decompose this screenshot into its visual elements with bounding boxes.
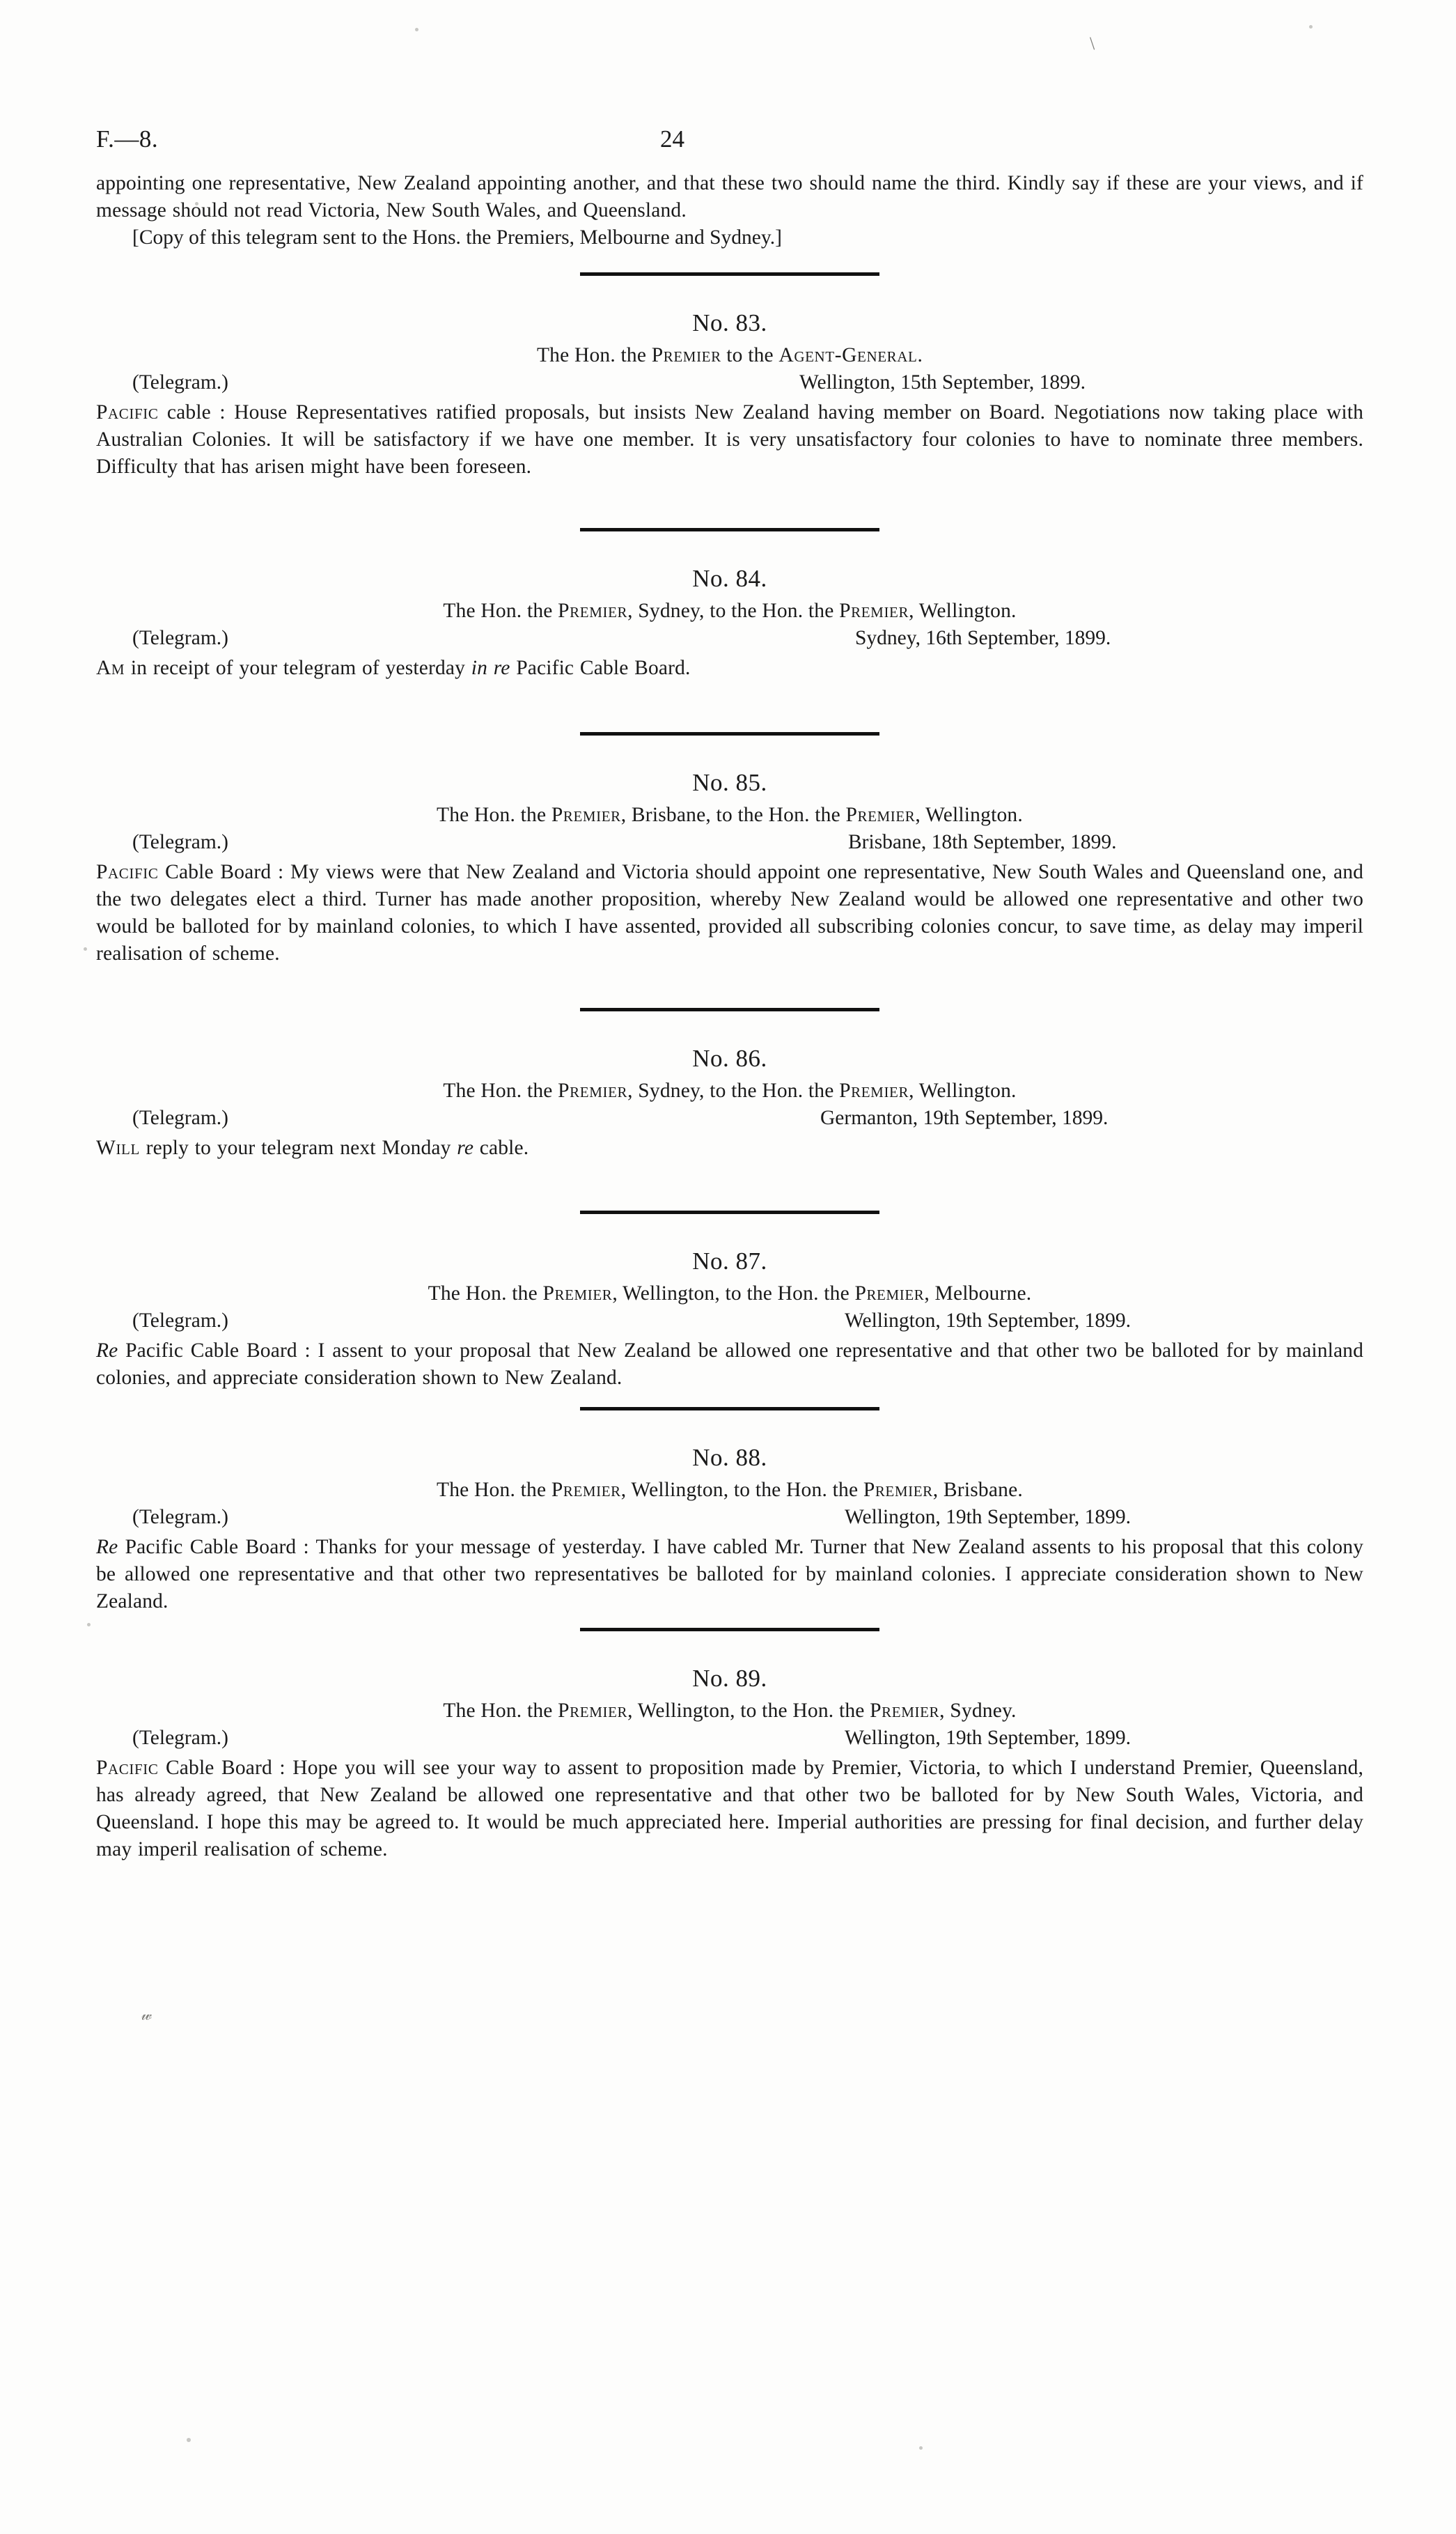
scan-speck bbox=[87, 1623, 91, 1626]
section-divider bbox=[580, 732, 879, 736]
item-body bbox=[96, 1534, 1363, 1615]
telegram-label: (Telegram.) bbox=[132, 627, 228, 649]
item-title: The Hon. the Premier to the Agent-General. bbox=[536, 344, 923, 366]
item-body bbox=[96, 399, 1363, 481]
item-body bbox=[96, 859, 1363, 967]
item-number: No. 86. bbox=[692, 1045, 767, 1072]
intro-copy-note: [Copy of this telegram sent to the Hons. the Premiers, Melbourne and Sydney.] bbox=[132, 226, 782, 249]
item-number: No. 89. bbox=[692, 1665, 767, 1692]
scan-speck bbox=[1309, 25, 1313, 29]
telegram-item-86 bbox=[96, 1045, 1363, 1162]
section-divider bbox=[580, 1008, 879, 1011]
place-date: Brisbane, 18th September, 1899. bbox=[848, 831, 1117, 853]
body-rest: Pacific Cable Board : I assent to your proposal that New Zealand be allowed one representative and that other two be balloted for by mainland colonies, and appreciate consideration shown to New Zealand. bbox=[96, 1339, 1363, 1389]
item-body bbox=[96, 1337, 1363, 1392]
place-date: Wellington, 15th September, 1899. bbox=[799, 371, 1086, 394]
body-lead-smallcaps: Am bbox=[96, 657, 125, 679]
scan-speck bbox=[84, 947, 87, 951]
section-divider bbox=[580, 1628, 879, 1631]
telegram-label: (Telegram.) bbox=[132, 1506, 228, 1528]
scan-speck bbox=[919, 2446, 923, 2450]
body-rest: reply to your telegram next Monday re cable. bbox=[139, 1137, 529, 1159]
telegram-label: (Telegram.) bbox=[132, 371, 228, 394]
body-lead-smallcaps: Will bbox=[96, 1137, 140, 1159]
body-rest: cable : House Representatives ratified proposals, but insists New Zealand having member on Board. Negotiations now taking place with Australian Colonies. It will be satisfactory if we have one member. It is very unsatisfactory four colonies to have to nominate three members. Difficulty that has arisen might have been foreseen. bbox=[96, 401, 1363, 478]
page-header bbox=[96, 118, 1363, 167]
telegram-label: (Telegram.) bbox=[132, 1107, 228, 1129]
telegram-item-83 bbox=[96, 309, 1363, 481]
item-number: No. 83. bbox=[692, 309, 767, 336]
item-meta bbox=[96, 627, 1363, 655]
telegram-label: (Telegram.) bbox=[132, 1727, 228, 1749]
item-number: No. 85. bbox=[692, 769, 767, 796]
item-meta bbox=[96, 1506, 1363, 1534]
place-date: Wellington, 19th September, 1899. bbox=[845, 1506, 1132, 1528]
item-body bbox=[96, 655, 1363, 682]
section-divider bbox=[580, 1407, 879, 1410]
place-date: Germanton, 19th September, 1899. bbox=[820, 1107, 1109, 1129]
item-title: The Hon. the Premier, Brisbane, to the Hon. the Premier, Wellington. bbox=[437, 804, 1023, 826]
item-title: The Hon. the Premier, Wellington, to the Hon. the Premier, Sydney. bbox=[443, 1700, 1017, 1722]
telegram-item-85 bbox=[96, 769, 1363, 967]
body-rest: in receipt of your telegram of yesterday in re Pacific Cable Board. bbox=[125, 657, 691, 679]
page-number: 24 bbox=[660, 125, 684, 153]
document-number: F.—8. bbox=[96, 125, 159, 153]
scan-speck bbox=[415, 28, 418, 31]
item-number: No. 88. bbox=[692, 1444, 767, 1471]
intro-paragraph: appointing one representative, New Zealand appointing another, and that these two should name the third. Kindly say if these are your views, and if message should not read Victoria, New South Wales, and Queensland. bbox=[96, 172, 1363, 221]
body-lead-italic: Re bbox=[96, 1536, 118, 1558]
section-divider bbox=[580, 528, 879, 531]
scan-speck bbox=[187, 2438, 191, 2442]
section-divider bbox=[580, 1211, 879, 1214]
body-lead-italic: Re bbox=[96, 1339, 118, 1362]
section-divider bbox=[580, 272, 879, 276]
telegram-item-87 bbox=[96, 1247, 1363, 1392]
item-title: The Hon. the Premier, Sydney, to the Hon. the Premier, Wellington. bbox=[443, 600, 1017, 622]
telegram-item-88 bbox=[96, 1444, 1363, 1615]
page-content bbox=[96, 118, 1363, 1863]
item-body bbox=[96, 1755, 1363, 1863]
telegram-label: (Telegram.) bbox=[132, 831, 228, 853]
scan-mark-top: \ bbox=[1090, 33, 1095, 54]
place-date: Sydney, 16th September, 1899. bbox=[855, 627, 1111, 649]
telegram-label: (Telegram.) bbox=[132, 1309, 228, 1332]
telegram-item-84 bbox=[96, 565, 1363, 682]
item-meta bbox=[96, 831, 1363, 859]
body-italic-phrase: re bbox=[457, 1137, 474, 1159]
body-lead-smallcaps: Pacific bbox=[96, 861, 159, 883]
place-date: Wellington, 19th September, 1899. bbox=[845, 1309, 1132, 1332]
item-meta bbox=[96, 1107, 1363, 1135]
item-meta bbox=[96, 1309, 1363, 1337]
item-number: No. 84. bbox=[692, 565, 767, 592]
body-italic-phrase: in re bbox=[471, 657, 510, 679]
body-rest: Pacific Cable Board : Thanks for your message of yesterday. I have cabled Mr. Turner that New Zealand assents to his proposal that this colony be allowed one representative and that other two representatives be balloted for by mainland colonies. I appreciate consideration shown to New Zealand. bbox=[96, 1536, 1363, 1612]
place-date: Wellington, 19th September, 1899. bbox=[845, 1727, 1132, 1749]
body-lead-smallcaps: Pacific bbox=[96, 1757, 159, 1779]
scan-mark-margin: 𝓌 bbox=[141, 2006, 152, 2023]
body-rest: Cable Board : Hope you will see your way to assent to proposition made by Premier, Victoria, to which I understand Premier, Queensland, has already agreed, that New Zealand be allowed one representative and that other two be balloted for by New South Wales, Victoria, and Queensland. I hope this may be agreed to. It would be much appreciated here. Imperial authorities are pressing for final decision, and further delay may imperil realisation of scheme. bbox=[96, 1757, 1363, 1860]
item-body bbox=[96, 1135, 1363, 1162]
item-meta bbox=[96, 371, 1363, 399]
item-meta bbox=[96, 1727, 1363, 1755]
item-title: The Hon. the Premier, Wellington, to the Hon. the Premier, Melbourne. bbox=[428, 1282, 1032, 1305]
item-title: The Hon. the Premier, Sydney, to the Hon. the Premier, Wellington. bbox=[443, 1080, 1017, 1102]
telegram-item-89 bbox=[96, 1665, 1363, 1863]
body-lead-smallcaps: Pacific bbox=[96, 401, 159, 423]
item-number: No. 87. bbox=[692, 1247, 767, 1275]
body-rest: Cable Board : My views were that New Zealand and Victoria should appoint one representative, New South Wales and Queensland one, and the two delegates elect a third. Turner has made another proposition, whereby New Zealand would be allowed one representative and other two would be balloted for by mainland colonies, to which I have assented, provided all subscribing colonies concur, to save time, as delay may imperil realisation of scheme. bbox=[96, 861, 1363, 965]
item-title: The Hon. the Premier, Wellington, to the Hon. the Premier, Brisbane. bbox=[437, 1479, 1023, 1501]
